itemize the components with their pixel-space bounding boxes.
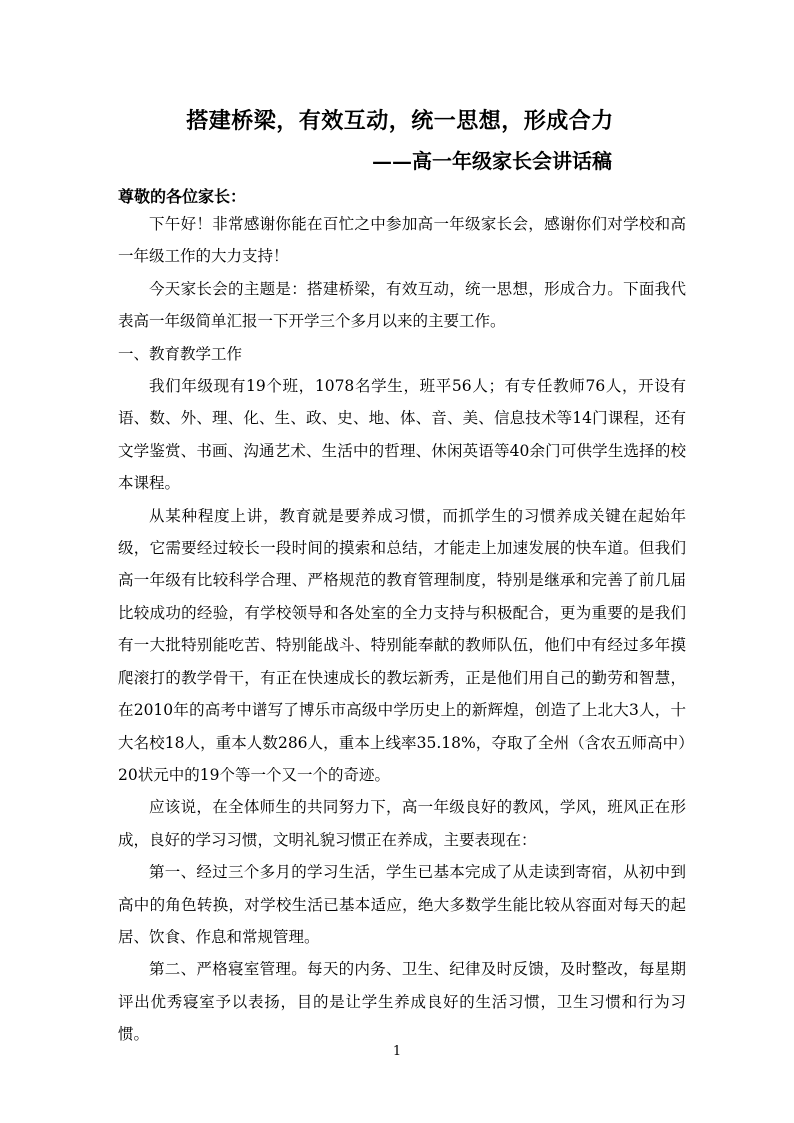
paragraph-theme: 今天家长会的主题是：搭建桥梁，有效互动，统一思想，形成合力。下面我代表高一年级简单汇报一下开学三个多月以来的主要工作。: [118, 279, 686, 331]
document-body: [118, 208, 686, 1051]
paragraph-point-two: 第二、严格寝室管理。每天的内务、卫生、纪律及时反馈，及时整改，每星期评出优秀寝室予以表扬，目的是让学生养成良好的生活习惯，卫生习惯和行为习惯。: [118, 960, 686, 1044]
document-title: 搭建桥梁，有效互动，统一思想，形成合力: [186, 108, 614, 134]
paragraph-opening: 下午好！非常感谢你能在百忙之中参加高一年级家长会，感谢你们对学校和高一年级工作的大力支持！: [118, 215, 686, 266]
paragraph-habits: 从某种程度上讲，教育就是要养成习惯，而抓学生的习惯养成关键在起始年级，它需要经过较长一段时间的摸索和总结，才能走上加速发展的快车道。但我们高一年级有比较科学合理、严格规范的教育管理制度，特别是继承和完善了前几届比较成功的经验，有学校领导和各处室的全力支持与积极配合，更为重要的是我们有一大批特别能吃苦、特别能战斗、特别能奉献的教师队伍，他们中有经过多年摸爬滚打的教学骨干，有正在快速成长的教坛新秀，正是他们用自己的勤劳和智慧，在2010年的高考中谱写了博乐市高级中学历史上的新辉煌，创造了上北大3人，十大名校18人，重本人数286人，重本上线率35.18%，夺取了全州（含农五师高中）20状元中的19个等一个又一个的奇迹。: [118, 506, 686, 784]
paragraph-point-one: 第一、经过三个多月的学习生活，学生已基本完成了从走读到寄宿，从初中到高中的角色转换，对学校生活已基本适应，绝大多数学生能比较从容面对每天的起居、饮食、作息和常规管理。: [118, 863, 686, 946]
greeting: 尊敬的各位家长：: [118, 187, 247, 206]
paragraph-progress: 应该说，在全体师生的共同努力下，高一年级良好的教风，学风，班风正在形成，良好的学习习惯，文明礼貌习惯正在养成，主要表现在：: [118, 798, 686, 849]
paragraph-grade-overview: 我们年级现有19个班，1078名学生，班平56人；有专任教师76人，开设有语、数、外、理、化、生、政、史、地、体、音、美、信息技术等14门课程，还有文学鉴赏、书画、沟通艺术、生活中的哲理、休闲英语等40余门可供学生选择的校本课程。: [118, 377, 686, 493]
document-subtitle: ——高一年级家长会讲话稿: [372, 149, 612, 173]
page-number: 1: [392, 1044, 402, 1059]
section-heading: 一、教育教学工作: [118, 344, 243, 363]
